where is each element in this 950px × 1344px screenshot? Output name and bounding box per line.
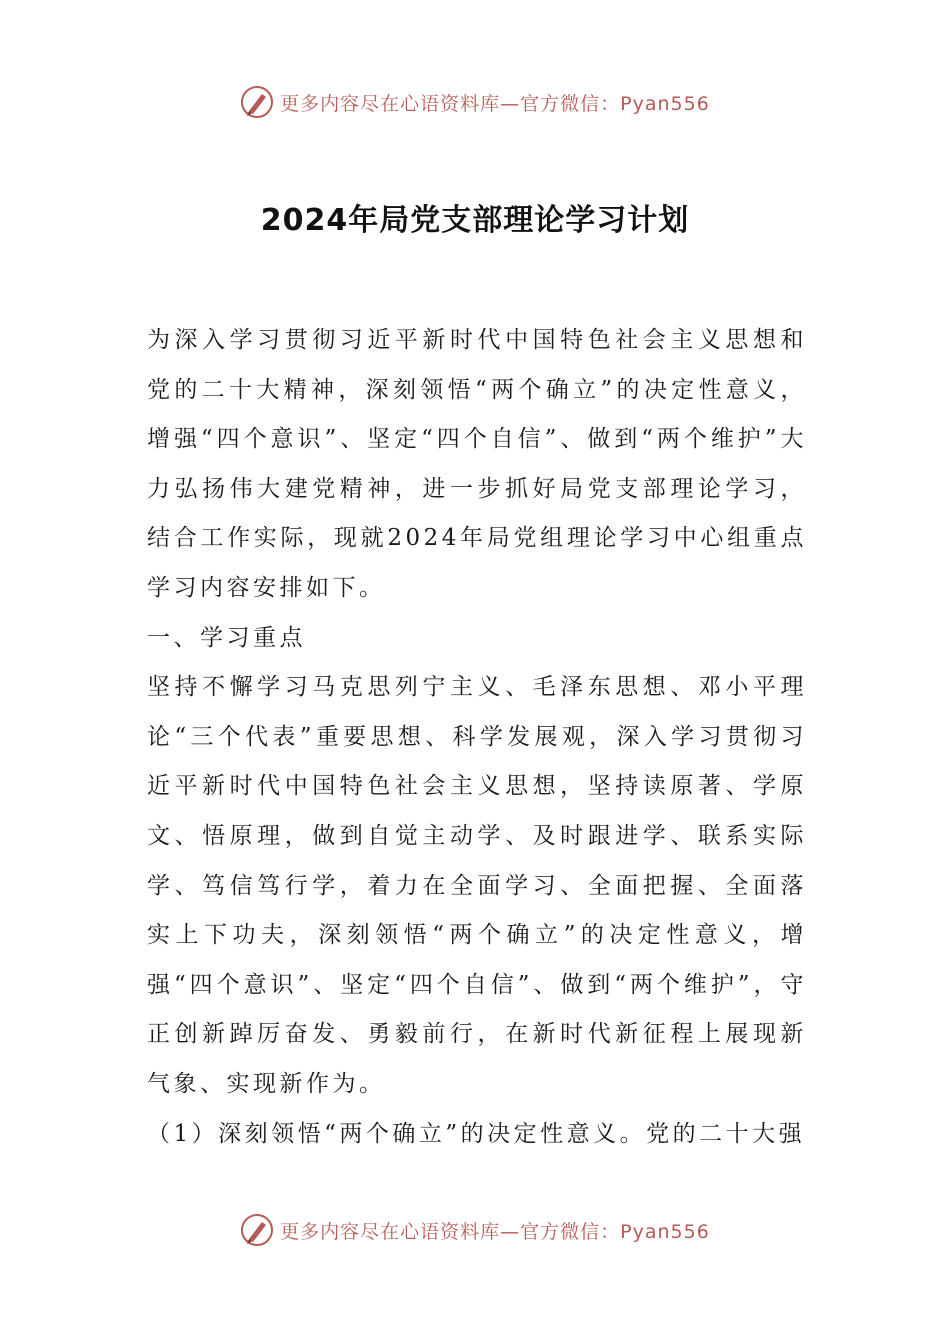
body-paragraph: 坚持不懈学习马克思列宁主义、毛泽东思想、邓小平理论“三个代表”重要思想、科学发展观，深入学习贯彻习近平新时代中国特色社会主义思想，坚持读原著、学原文、悟原理，做到自觉主动学、及时跟进学、联系实际学、笃信笃行学，着力在全面学习、全面把握、全面落实上下功夫，深刻领悟“两个确立”的决定性意义，增强“四个意识”、坚定“四个自信”、做到“两个维护”，守正创新踔厉奋发、勇毅前行，在新时代新征程上展现新气象、实现新作为。: [147, 674, 807, 1097]
numbered-paragraph: （1）深刻领悟“两个确立”的决定性意义。党的二十大强: [147, 1120, 806, 1147]
intro-paragraph: 为深入学习贯彻习近平新时代中国特色社会主义思想和党的二十大精神，深刻领悟“两个确立”的决定性意义，增强“四个意识”、坚定“四个自信”、做到“两个维护”大力弘扬伟大建党精神，进一步抓好局党支部理论学习，结合工作实际，现就2024年局党组理论学习中心组重点学习内容安排如下。: [147, 327, 807, 601]
pen-logo-icon: [240, 85, 274, 119]
document-title: 2024年局党支部理论学习计划: [260, 203, 690, 239]
watermark-text: 更多内容尽在心语资料库—官方微信：Pyan556: [280, 92, 710, 115]
document-body: [147, 316, 807, 1159]
watermark-text: 更多内容尽在心语资料库—官方微信：Pyan556: [280, 1220, 710, 1243]
section-heading: 一、学习重点: [147, 624, 306, 651]
footer-watermark: [0, 1210, 950, 1250]
pen-logo-icon: [240, 1213, 274, 1247]
header-watermark: [0, 82, 950, 122]
